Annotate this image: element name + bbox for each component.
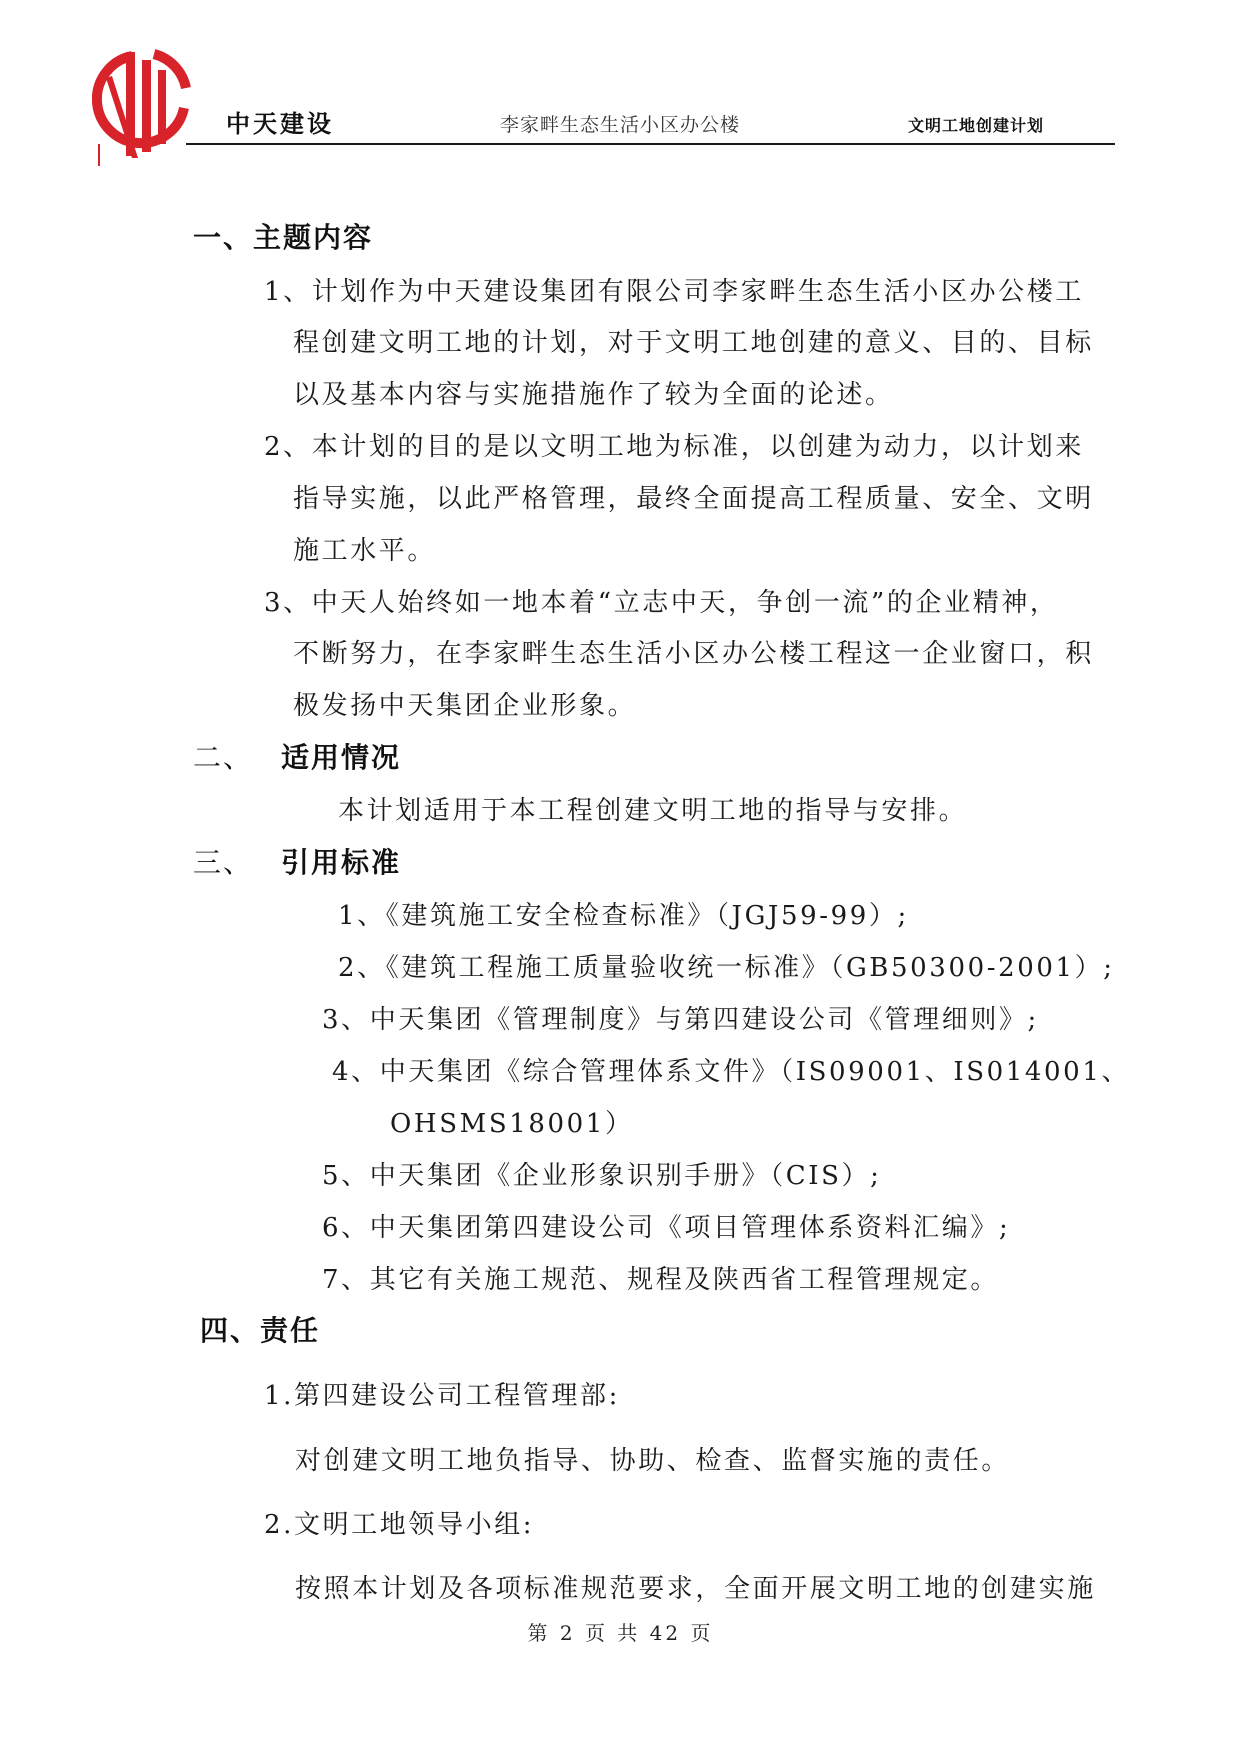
section-1-heading: 一、主题内容 <box>193 221 374 254</box>
section-2-number: 二、 <box>193 741 254 774</box>
section-2-title: 适用情况 <box>281 741 402 774</box>
s4-responsibility-2-title: 2.文明工地领导小组: <box>264 1510 535 1540</box>
s4-responsibility-2-text: 按照本计划及各项标准规范要求，全面开展文明工地的创建实施 <box>295 1574 1096 1604</box>
header-company-name: 中天建设 <box>226 110 334 138</box>
s3-standard-5: 5、中天集团《企业形象识别手册》（CIS）; <box>322 1161 882 1191</box>
header-project-name: 李家畔生态生活小区办公楼 <box>500 114 741 136</box>
s1-item-1-line-1: 1、计划作为中天建设集团有限公司李家畔生态生活小区办公楼工 <box>264 277 1084 307</box>
s1-item-3-line-2: 不断努力，在李家畔生态生活小区办公楼工程这一企业窗口，积 <box>293 639 1094 669</box>
s1-item-3-line-1: 3、中天人始终如一地本着“立志中天，争创一流”的企业精神， <box>264 588 1059 618</box>
s3-standard-3: 3、中天集团《管理制度》与第四建设公司《管理细则》; <box>322 1005 1039 1035</box>
s4-responsibility-1-text: 对创建文明工地负指导、协助、检查、监督实施的责任。 <box>295 1446 1011 1476</box>
header-document-title: 文明工地创建计划 <box>908 116 1045 135</box>
section-3-title: 引用标准 <box>281 846 402 879</box>
page-number: 第 2 页 共 42 页 <box>527 1621 714 1645</box>
s1-item-2-line-3: 施工水平。 <box>293 536 437 566</box>
company-logo-icon <box>92 48 192 166</box>
s3-standard-7: 7、其它有关施工规范、规程及陕西省工程管理规定。 <box>322 1265 999 1295</box>
s2-paragraph: 本计划适用于本工程创建文明工地的指导与安排。 <box>338 796 968 826</box>
s1-item-3-line-3: 极发扬中天集团企业形象。 <box>293 691 637 721</box>
section-3-number: 三、 <box>193 846 254 879</box>
s4-responsibility-1-title: 1.第四建设公司工程管理部: <box>264 1381 620 1411</box>
s3-standard-4-line-2: OHSMS18001） <box>390 1109 634 1139</box>
s3-standard-1: 1、《建筑施工安全检查标准》（JGJ59-99）; <box>338 901 909 931</box>
section-4-heading: 四、责任 <box>200 1314 321 1347</box>
s1-item-2-line-2: 指导实施，以此严格管理，最终全面提高工程质量、安全、文明 <box>293 484 1094 514</box>
s3-standard-2: 2、《建筑工程施工质量验收统一标准》（GB50300-2001）; <box>338 953 1115 983</box>
s3-standard-6: 6、中天集团第四建设公司《项目管理体系资料汇编》; <box>322 1213 1011 1243</box>
s1-item-2-line-1: 2、本计划的目的是以文明工地为标准，以创建为动力，以计划来 <box>264 432 1084 462</box>
section-3-heading <box>193 841 401 881</box>
header-divider <box>186 143 1115 145</box>
section-2-heading <box>193 736 401 776</box>
s1-item-1-line-3: 以及基本内容与实施措施作了较为全面的论述。 <box>293 380 894 410</box>
s3-standard-4-line-1: 4、中天集团《综合管理体系文件》（IS09001、IS014001、 <box>332 1057 1131 1087</box>
s1-item-1-line-2: 程创建文明工地的计划，对于文明工地创建的意义、目的、目标 <box>293 328 1094 358</box>
